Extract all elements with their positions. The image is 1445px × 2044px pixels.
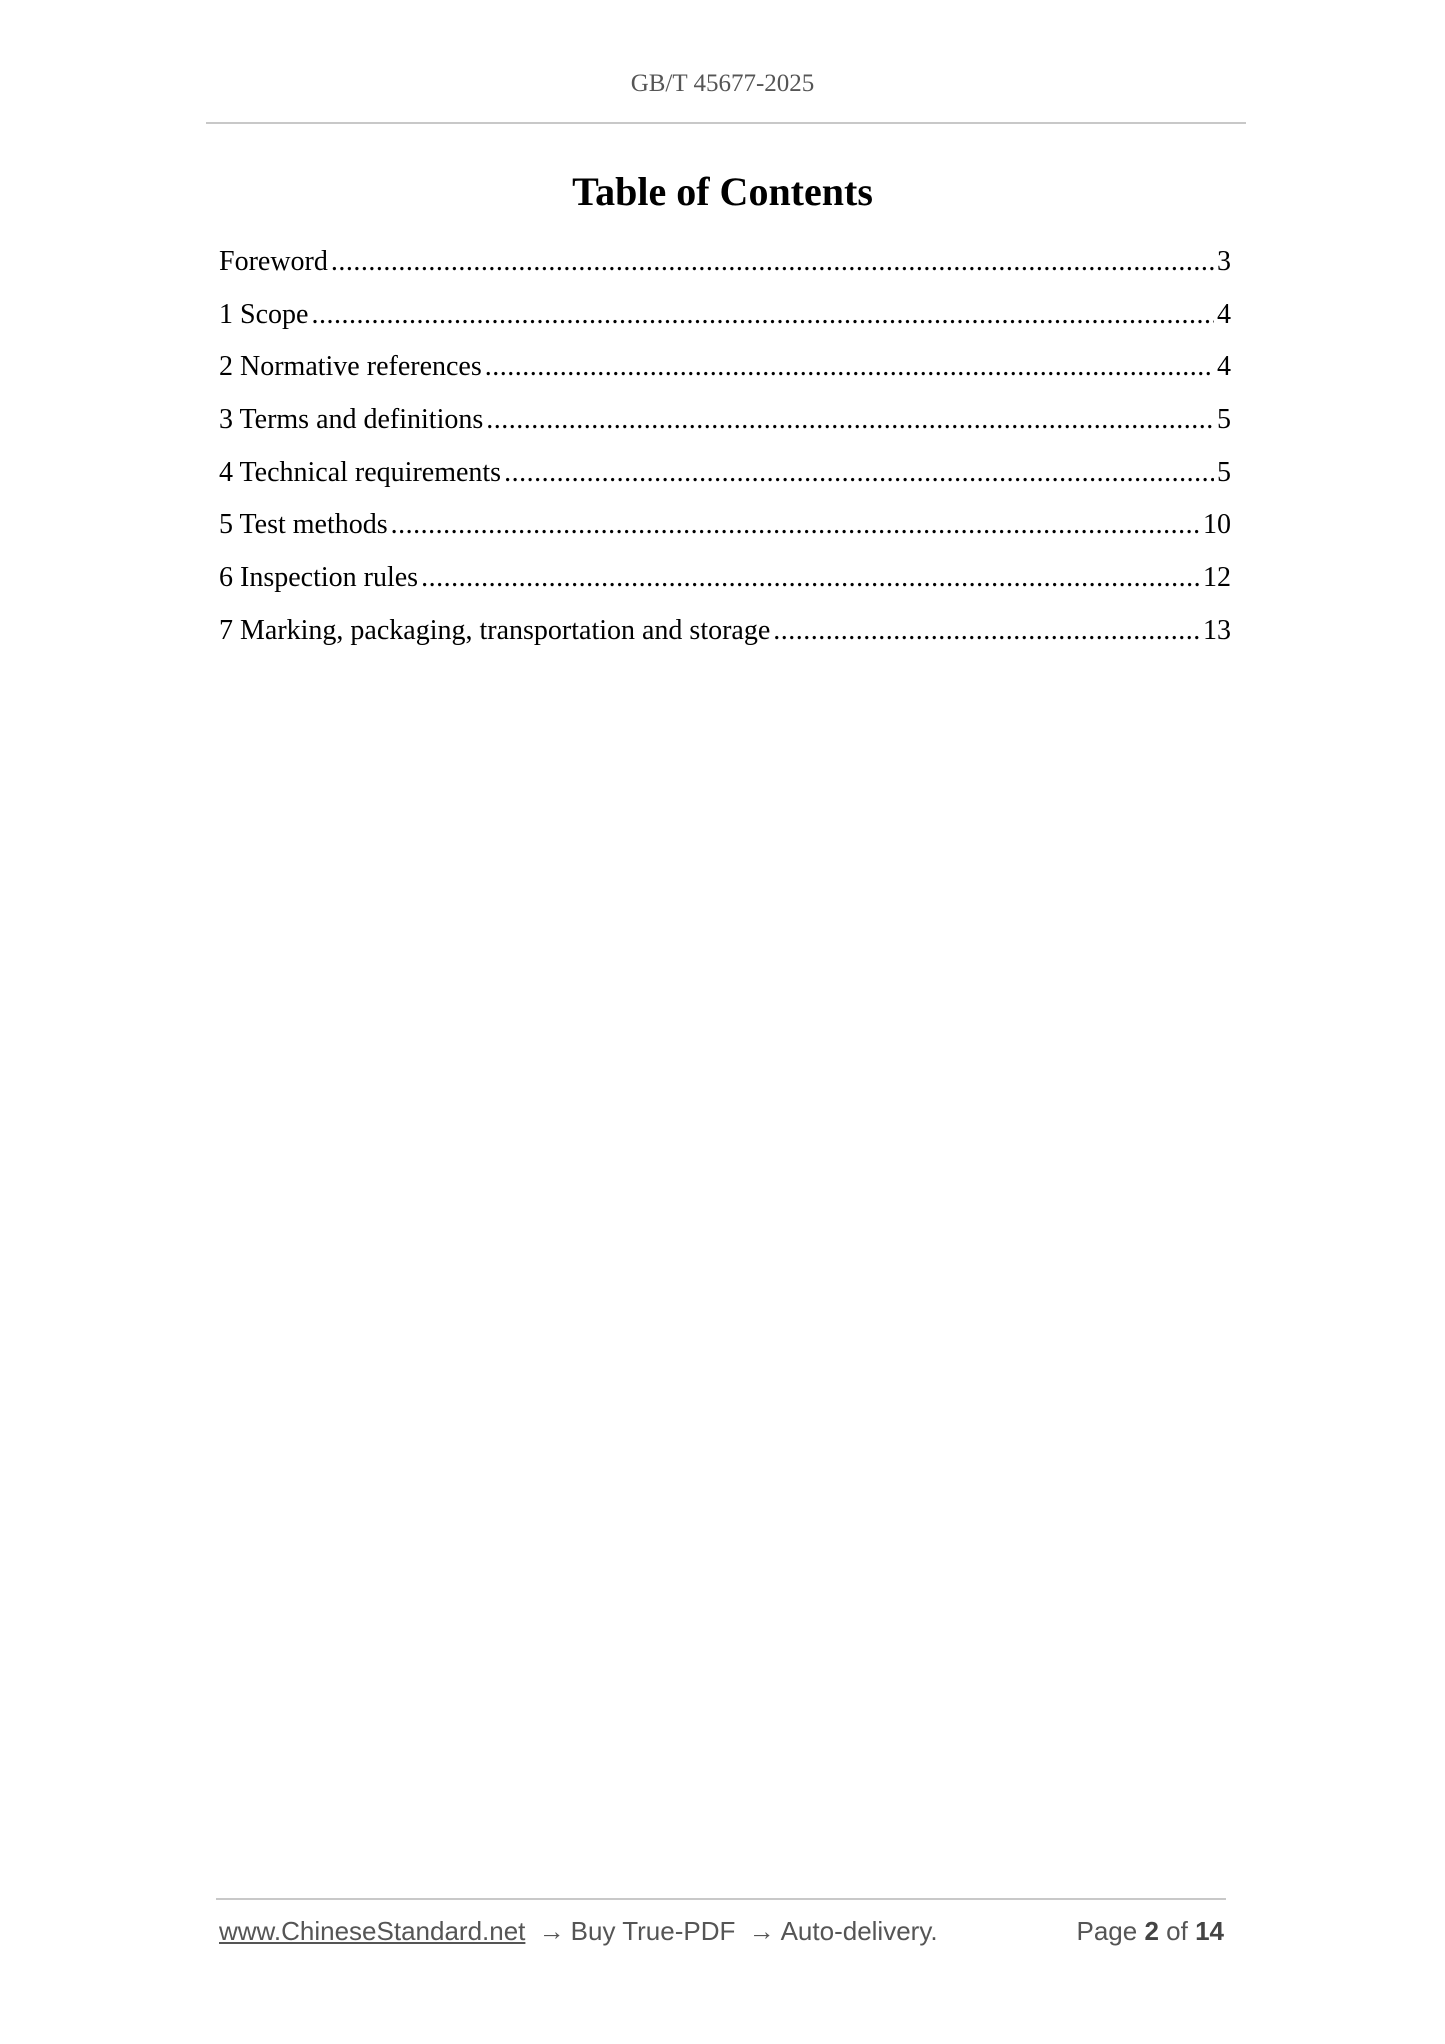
toc-entry-normative-references[interactable] [219,351,1231,404]
toc-dot-leader [773,615,1200,647]
footer-step-buy: Buy True-PDF [570,1916,736,1946]
toc-entry-technical-requirements[interactable] [219,457,1231,510]
toc-dot-leader [504,457,1214,489]
toc-dot-leader [311,299,1214,331]
arrow-right-icon: → [748,1916,775,1946]
toc-dot-leader [391,509,1200,541]
toc-entry-test-methods[interactable] [219,509,1231,562]
toc-entry-label: 4 Technical requirements [219,456,502,488]
toc-entry-page: 4 [1217,298,1231,330]
footer-step-delivery: Auto-delivery. [780,1916,938,1946]
toc-entry-marking-packaging[interactable] [219,615,1231,668]
toc-entry-page: 13 [1203,614,1231,646]
toc-entry-foreword[interactable] [219,246,1231,299]
toc-dot-leader [485,351,1214,383]
toc-entry-label: 1 Scope [219,298,309,330]
toc-entry-label: 7 Marking, packaging, transportation and storage [219,614,771,646]
website-link[interactable]: www.ChineseStandard.net [219,1916,526,1946]
toc-entry-page: 5 [1217,456,1231,488]
toc-entry-label: 5 Test methods [219,509,388,541]
header-divider [206,122,1246,124]
toc-title: Table of Contents [572,169,873,214]
page-footer [219,1916,1224,1956]
toc-list [219,246,1231,668]
toc-entry-inspection-rules[interactable] [219,562,1231,615]
toc-entry-terms-and-definitions[interactable] [219,404,1231,457]
toc-entry-page: 12 [1203,562,1231,594]
page-header-code: GB/T 45677-2025 [630,70,815,97]
footer-left [219,1916,938,1947]
page-total: 14 [1195,1916,1224,1946]
footer-divider [216,1898,1226,1900]
toc-dot-leader [486,404,1214,436]
page-of-label: of [1166,1916,1188,1946]
toc-entry-label: 6 Inspection rules [219,562,419,594]
toc-entry-label: 2 Normative references [219,351,482,383]
toc-entry-page: 4 [1217,351,1231,383]
page-label: Page [1076,1916,1138,1946]
page-current: 2 [1144,1916,1159,1946]
toc-entry-page: 10 [1203,509,1231,541]
toc-entry-page: 5 [1217,404,1231,436]
toc-entry-page: 3 [1217,246,1231,277]
toc-entry-label: 3 Terms and definitions [219,404,484,436]
toc-dot-leader [421,562,1200,594]
arrow-right-icon: → [538,1916,565,1946]
toc-entry-scope[interactable] [219,299,1231,352]
toc-dot-leader [331,246,1214,278]
toc-entry-label: Foreword [219,246,328,277]
page-counter [1076,1916,1224,1947]
